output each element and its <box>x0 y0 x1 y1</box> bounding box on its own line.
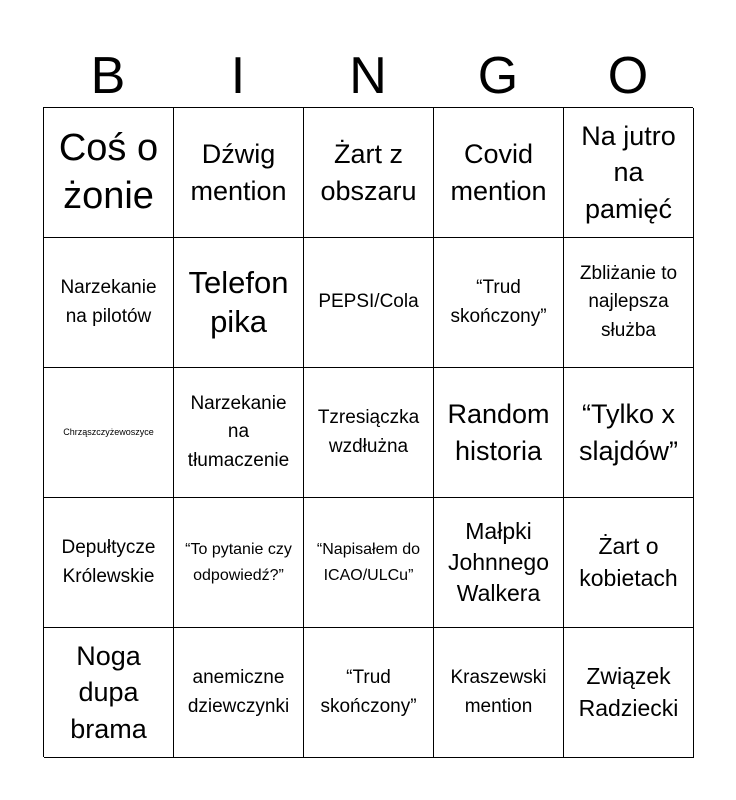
bingo-cell-r1c1[interactable] <box>44 108 174 238</box>
cell-text: “Trud skończony” <box>450 277 547 327</box>
bingo-cell-r1c2[interactable] <box>174 108 304 238</box>
cell-text: Random historia <box>447 399 550 466</box>
bingo-cell-r1c5[interactable] <box>564 108 694 238</box>
header-letter-g: G <box>477 47 519 105</box>
header-letter-b: B <box>90 47 126 105</box>
bingo-cell-r4c3[interactable] <box>304 498 434 628</box>
cell-text: Coś o żonie <box>58 127 159 217</box>
cell-text: “Trud skończony” <box>320 667 417 717</box>
bingo-cell-r3c4[interactable] <box>434 368 564 498</box>
cell-text: Covid mention <box>450 139 547 206</box>
cell-text: Noga dupa brama <box>70 640 147 744</box>
cell-text: Związek Radziecki <box>578 663 679 721</box>
bingo-cell-r4c5[interactable] <box>564 498 694 628</box>
cell-text: Telefon pika <box>188 264 289 339</box>
bingo-cell-r3c1[interactable] <box>44 368 174 498</box>
cell-text: Depułtycze Królewskie <box>61 537 156 587</box>
cell-text: Kraszewski mention <box>450 667 547 717</box>
cell-text: Narzekanie na pilotów <box>60 277 157 327</box>
bingo-board <box>43 107 693 757</box>
cell-text: “To pytanie czy odpowiedź?” <box>185 540 292 584</box>
cell-text: Małpki Johnnego Walkera <box>447 517 550 607</box>
bingo-cell-r2c1[interactable] <box>44 238 174 368</box>
cell-text: Żart o kobietach <box>579 533 678 591</box>
cell-text: Na jutro na pamięć <box>581 120 676 224</box>
bingo-cell-r1c3[interactable] <box>304 108 434 238</box>
bingo-cell-r5c5[interactable] <box>564 628 694 758</box>
bingo-cell-r2c4[interactable] <box>434 238 564 368</box>
bingo-cell-r3c3[interactable] <box>304 368 434 498</box>
cell-text: anemiczne dziewczynki <box>187 667 290 717</box>
bingo-cell-r1c4[interactable] <box>434 108 564 238</box>
bingo-cell-r3c5[interactable] <box>564 368 694 498</box>
bingo-header <box>43 44 693 108</box>
header-letter-i: I <box>230 47 246 105</box>
cell-text: Zbliżanie to najlepsza służba <box>579 262 678 341</box>
header-letter-o: O <box>607 47 649 105</box>
bingo-cell-r5c2[interactable] <box>174 628 304 758</box>
bingo-cell-r2c3[interactable] <box>304 238 434 368</box>
bingo-cell-r5c4[interactable] <box>434 628 564 758</box>
bingo-cell-r5c1[interactable] <box>44 628 174 758</box>
bingo-cell-r3c2[interactable] <box>174 368 304 498</box>
bingo-cell-r2c5[interactable] <box>564 238 694 368</box>
cell-text: Narzekanie na tłumaczenie <box>187 392 290 471</box>
cell-text: “Tylko x slajdów” <box>578 399 679 466</box>
bingo-cell-r4c4[interactable] <box>434 498 564 628</box>
cell-text: Tzresiączka wzdłużna <box>317 407 420 457</box>
bingo-cell-r2c2[interactable] <box>174 238 304 368</box>
bingo-cell-r4c1[interactable] <box>44 498 174 628</box>
cell-text: Dźwig mention <box>190 139 287 206</box>
bingo-cell-r5c3[interactable] <box>304 628 434 758</box>
cell-text: Chrząszczyżewoszyce <box>63 426 154 437</box>
header-letter-n: N <box>349 47 387 105</box>
bingo-cell-r4c2[interactable] <box>174 498 304 628</box>
cell-text: Żart z obszaru <box>320 139 417 206</box>
cell-text: PEPSI/Cola <box>318 291 419 313</box>
cell-text: “Napisałem do ICAO/ULCu” <box>316 540 421 584</box>
